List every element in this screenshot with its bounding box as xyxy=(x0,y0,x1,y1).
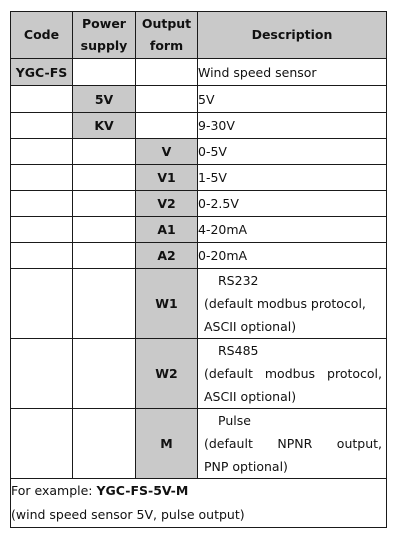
power-cell xyxy=(73,139,136,165)
description-line: Pulse xyxy=(218,413,251,428)
description-cell: 0-2.5V xyxy=(198,191,387,217)
output-cell xyxy=(136,59,198,86)
table-row xyxy=(11,191,387,217)
output-cell: M xyxy=(136,409,198,479)
example-row xyxy=(11,479,387,528)
code-cell xyxy=(11,269,73,339)
table-row xyxy=(11,243,387,269)
code-cell xyxy=(11,139,73,165)
description-cell: 4-20mA xyxy=(198,217,387,243)
table-row xyxy=(11,165,387,191)
code-cell xyxy=(11,409,73,479)
output-cell: W1 xyxy=(136,269,198,339)
output-cell xyxy=(136,113,198,139)
description-cell: 1-5V xyxy=(198,165,387,191)
header-code: Code xyxy=(11,12,73,59)
code-cell xyxy=(11,217,73,243)
description-cell: 9-30V xyxy=(198,113,387,139)
power-cell xyxy=(73,269,136,339)
spec-table xyxy=(10,11,387,528)
table-row xyxy=(11,113,387,139)
output-cell: A2 xyxy=(136,243,198,269)
example-prefix: For example: xyxy=(11,483,97,498)
description-line: (default NPNR output, xyxy=(204,436,382,451)
table-row xyxy=(11,409,387,479)
table-row xyxy=(11,269,387,339)
code-cell xyxy=(11,339,73,409)
description-cell xyxy=(198,339,387,409)
description-line: (default modbus protocol, xyxy=(204,296,366,311)
description-line: RS485 xyxy=(218,343,259,358)
description-cell: 0-20mA xyxy=(198,243,387,269)
power-cell: 5V xyxy=(73,86,136,113)
code-cell xyxy=(11,191,73,217)
description-cell: 5V xyxy=(198,86,387,113)
code-cell xyxy=(11,243,73,269)
description-line: PNP optional) xyxy=(204,459,288,474)
output-cell: V1 xyxy=(136,165,198,191)
output-cell: W2 xyxy=(136,339,198,409)
description-cell: 0-5V xyxy=(198,139,387,165)
code-cell: YGC-FS xyxy=(11,59,73,86)
description-cell xyxy=(198,409,387,479)
power-cell xyxy=(73,59,136,86)
code-cell xyxy=(11,86,73,113)
table-row xyxy=(11,139,387,165)
description-line: (default modbus protocol, xyxy=(204,366,382,381)
table-row xyxy=(11,59,387,86)
output-cell: V2 xyxy=(136,191,198,217)
description-cell xyxy=(198,269,387,339)
description-line: RS232 xyxy=(218,273,259,288)
power-cell xyxy=(73,165,136,191)
header-power-supply: Power supply xyxy=(73,12,136,59)
example-cell xyxy=(11,479,387,528)
power-cell xyxy=(73,191,136,217)
table-row xyxy=(11,86,387,113)
power-cell xyxy=(73,339,136,409)
example-note: (wind speed sensor 5V, pulse output) xyxy=(11,507,245,522)
header-row xyxy=(11,12,387,59)
table-row xyxy=(11,217,387,243)
description-cell: Wind speed sensor xyxy=(198,59,387,86)
header-description: Description xyxy=(198,12,387,59)
description-line: ASCII optional) xyxy=(204,319,297,334)
power-cell xyxy=(73,409,136,479)
output-cell xyxy=(136,86,198,113)
power-cell xyxy=(73,243,136,269)
table-row xyxy=(11,339,387,409)
header-output-form: Output form xyxy=(136,12,198,59)
code-cell xyxy=(11,165,73,191)
output-cell: A1 xyxy=(136,217,198,243)
example-code: YGC-FS-5V-M xyxy=(96,483,189,498)
power-cell xyxy=(73,217,136,243)
description-line: ASCII optional) xyxy=(204,389,297,404)
code-cell xyxy=(11,113,73,139)
power-cell: KV xyxy=(73,113,136,139)
output-cell: V xyxy=(136,139,198,165)
